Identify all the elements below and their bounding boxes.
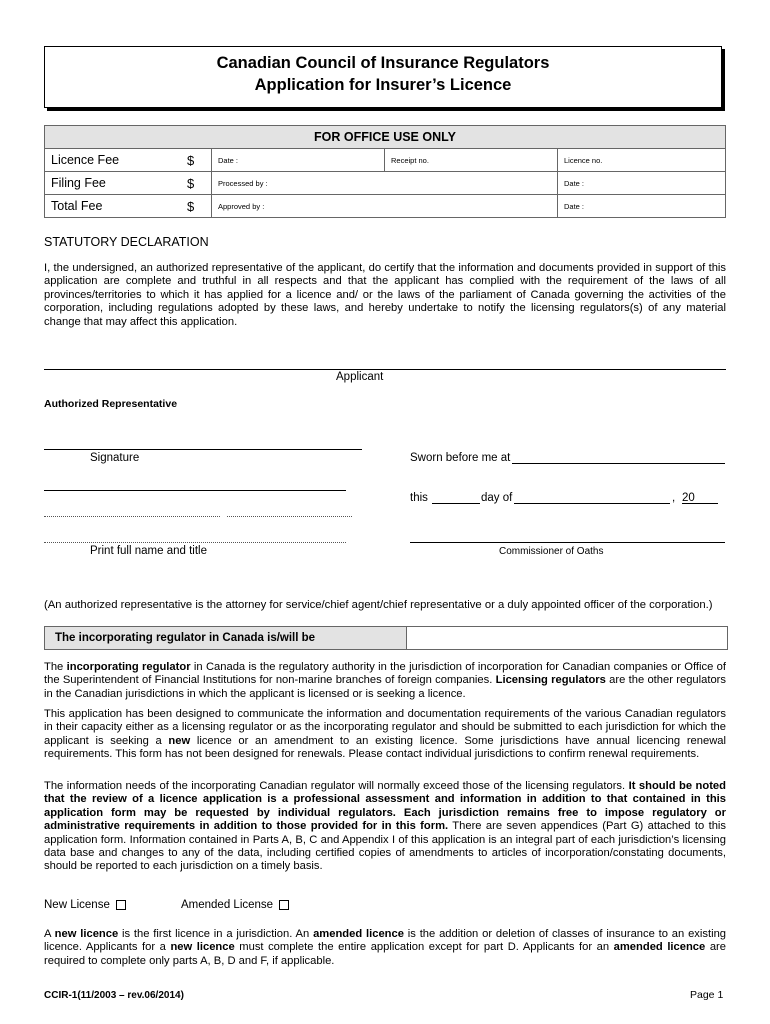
new-license-label: New License <box>44 899 110 911</box>
signature-label: Signature <box>90 452 140 464</box>
declaration-body: I, the undersigned, an authorized representative of the applicant, do certify that the information and documents provided in support of this application are complete and truthful in all respects and that the applicant has complied with the requirement of the laws of all provinces/territories to which it has applied for a licence and/ or the laws of the parliament of Canada governing the activities of the corporation, including regulations adopted by these laws, and hereby undertake to notify the licensing regulators(s) of any material change that may affect this application. <box>44 262 726 328</box>
applicant-line[interactable] <box>44 369 726 370</box>
processed-by-field[interactable]: Processed by : <box>212 172 558 195</box>
amended-license-checkbox[interactable] <box>279 900 289 910</box>
new-license-option[interactable] <box>44 899 126 911</box>
declaration-heading: STATUTORY DECLARATION <box>44 235 209 249</box>
filing-fee-field[interactable]: $ <box>185 172 212 195</box>
authorized-rep-note: (An authorized representative is the attorney for service/chief agent/chief representative or a duly appointed officer of the corporation.) <box>44 599 713 611</box>
licence-fee-field[interactable]: $ <box>185 149 212 172</box>
form-title-box <box>44 46 722 108</box>
office-use-heading: FOR OFFICE USE ONLY <box>45 126 726 149</box>
applicant-label: Applicant <box>336 371 384 383</box>
processed-date-field[interactable]: Date : <box>558 172 726 195</box>
table-row <box>45 172 726 195</box>
commissioner-line[interactable] <box>410 542 725 543</box>
incorporating-regulator-box <box>44 626 728 650</box>
name-line-2b[interactable] <box>227 516 352 517</box>
receipt-no-field[interactable]: Receipt no. <box>385 149 558 172</box>
form-title: Application for Insurer’s Licence <box>254 76 512 94</box>
form-code: CCIR-1(11/2003 – rev.06/2014) <box>44 990 184 1001</box>
table-row <box>45 195 726 218</box>
sworn-location-line[interactable] <box>512 463 725 464</box>
table-row <box>45 149 726 172</box>
licence-no-field[interactable]: Licence no. <box>558 149 726 172</box>
paragraph-4: A new licence is the first licence in a jurisdiction. An amended licence is the addition or deletion of classes of insurance to an existing licence. Applicants for a new licence must complete the entire application except for part D. Applicants for an amended licence are required to complete only parts A, B, D and F, if applicable. <box>44 928 727 967</box>
office-use-table <box>44 125 726 218</box>
paragraph-3: The information needs of the incorporating Canadian regulator will normally exceed those of the licensing regulators. It should be noted that the review of a licence application is a professional assessment and information in addition to that contained in this application form may be requested by individual regulators. Each jurisdiction remains free to impose regulatory or administrative requirements in addition to those provided for in this form. There are seven appendices (Part G) attached to this application form. Information contained in Parts A, B, C and Appendix I of this application is an integral part of each jurisdiction’s licensing data base and changes to any of the data, including certified copies of amendments to articles of incorporation/constating documents, should be reported to each jurisdiction on a timely basis. <box>44 780 726 873</box>
year-line[interactable] <box>682 503 718 504</box>
paragraph-2: This application has been designed to communicate the information and documentation requirements of the various Canadian regulators in their capacity either as a licensing regulator or as the incorporating regulator and should be submitted to each jurisdiction for which the applicant is seeking a new licence or an amendment to an existing licence. Some jurisdictions have annual licencing renewal requirements. This form has not been designed for renewals. Please contact individual jurisdictions to confirm renewal requirements. <box>44 708 726 761</box>
day-of-label: day of <box>481 492 513 504</box>
approved-by-field[interactable]: Approved by : <box>212 195 558 218</box>
page-number: Page 1 <box>690 989 724 1001</box>
sworn-label: Sworn before me at <box>410 452 511 464</box>
name-line[interactable] <box>44 490 346 491</box>
name-line-2a[interactable] <box>44 516 220 517</box>
org-name: Canadian Council of Insurance Regulators <box>216 54 550 72</box>
print-name-label: Print full name and title <box>90 545 207 557</box>
total-fee-label: Total Fee <box>45 195 186 218</box>
incorporating-regulator-label: The incorporating regulator in Canada is/will be <box>45 627 407 649</box>
year-prefix: 20 <box>682 492 695 504</box>
amended-license-label: Amended License <box>181 899 274 911</box>
this-label: this <box>410 492 428 504</box>
date-field[interactable]: Date : <box>212 149 385 172</box>
approved-date-field[interactable]: Date : <box>558 195 726 218</box>
commissioner-label: Commissioner of Oaths <box>499 546 604 557</box>
filing-fee-label: Filing Fee <box>45 172 186 195</box>
licence-fee-label: Licence Fee <box>45 149 186 172</box>
amended-license-option[interactable] <box>181 899 289 911</box>
month-line[interactable] <box>514 503 670 504</box>
day-line[interactable] <box>432 503 480 504</box>
signature-line[interactable] <box>44 449 362 450</box>
title-line[interactable] <box>44 542 346 543</box>
incorporating-regulator-field[interactable] <box>408 627 726 649</box>
authorized-representative-label: Authorized Representative <box>44 398 178 410</box>
paragraph-1: The incorporating regulator in Canada is the regulatory authority in the jurisdiction of incorporation for Canadian companies or Office of the Superintendent of Financial Institutions for non-marine branches of foreign companies. Licensing regulators are the other regulators in the Canadian jurisdictions in which the applicant is licensed or is seeking a licence. <box>44 661 726 700</box>
comma: , <box>672 492 676 504</box>
new-license-checkbox[interactable] <box>116 900 126 910</box>
total-fee-field[interactable]: $ <box>185 195 212 218</box>
